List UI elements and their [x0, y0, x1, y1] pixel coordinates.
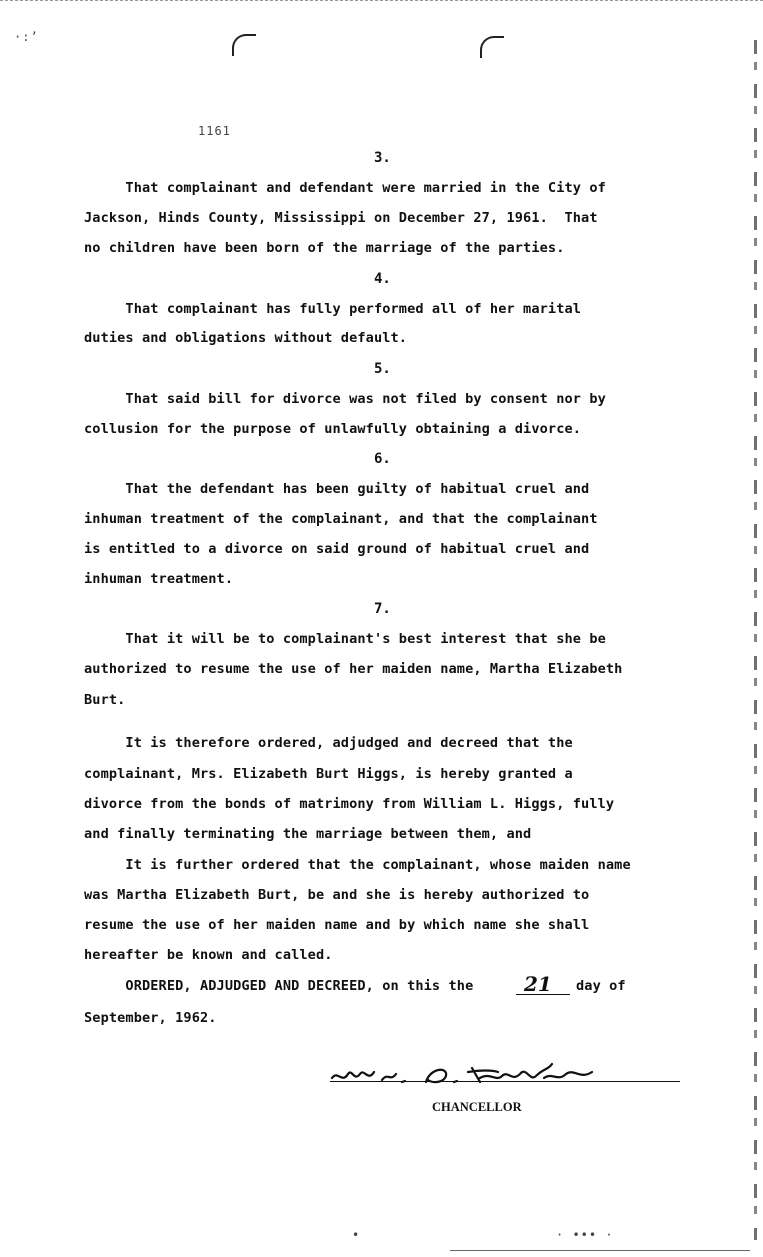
day-blank-line	[516, 994, 570, 995]
punch-hole-mark-left	[232, 34, 256, 56]
body-line: That complainant has fully performed all of her marital	[84, 301, 582, 317]
closing-day-of: day of	[576, 978, 626, 994]
body-line: no children have been born of the marriage of the parties.	[84, 240, 565, 256]
section-number: 5.	[374, 361, 391, 377]
section-number: 4.	[374, 271, 391, 287]
decree-line: and finally terminating the marriage between them, and	[84, 826, 532, 842]
top-perforation	[0, 0, 763, 1]
decree-line: It is therefore ordered, adjudged and decreed that the	[84, 735, 573, 751]
section-number: 3.	[374, 150, 391, 166]
body-line: inhuman treatment of the complainant, and that the complainant	[84, 511, 598, 527]
bottom-edge	[450, 1250, 750, 1251]
body-line: That it will be to complainant's best interest that she be	[84, 631, 606, 647]
body-line: authorized to resume the use of her maiden name, Martha Elizabeth	[84, 661, 623, 677]
closing-date: September, 1962.	[84, 1010, 217, 1026]
handwritten-signature	[330, 1060, 620, 1086]
body-line: is entitled to a divorce on said ground of habitual cruel and	[84, 541, 590, 557]
decree-line: was Martha Elizabeth Burt, be and she is hereby authorized to	[84, 887, 590, 903]
signature-line	[330, 1081, 680, 1082]
body-line: Burt.	[84, 692, 126, 708]
header-mark: 1161	[198, 124, 231, 138]
punch-hole-mark-right	[480, 36, 504, 58]
section-number: 6.	[374, 451, 391, 467]
corner-smudge: ·:ʼ	[14, 30, 39, 44]
body-line: inhuman treatment.	[84, 571, 234, 587]
body-line: That said bill for divorce was not filed by consent nor by	[84, 391, 606, 407]
handwritten-day: 21	[524, 972, 552, 996]
decree-line: resume the use of her maiden name and by which name she shall	[84, 917, 590, 933]
decree-line: divorce from the bonds of matrimony from William L. Higgs, fully	[84, 796, 615, 812]
body-line: That the defendant has been guilty of habitual cruel and	[84, 481, 590, 497]
body-line: That complainant and defendant were married in the City of	[84, 180, 606, 196]
bottom-smudge: •	[352, 1228, 361, 1242]
decree-line: It is further ordered that the complainant, whose maiden name	[84, 857, 631, 873]
body-line: collusion for the purpose of unlawfully obtaining a divorce.	[84, 421, 582, 437]
decree-line: complainant, Mrs. Elizabeth Burt Higgs, is hereby granted a	[84, 766, 573, 782]
scan-edge	[754, 40, 757, 1240]
signer-title: CHANCELLOR	[432, 1100, 522, 1114]
closing-line: ORDERED, ADJUDGED AND DECREED, on this the	[84, 978, 474, 994]
decree-line: hereafter be known and called.	[84, 947, 333, 963]
bottom-smudge: · ••• ·	[556, 1228, 614, 1242]
body-line: Jackson, Hinds County, Mississippi on December 27, 1961. That	[84, 210, 598, 226]
section-number: 7.	[374, 601, 391, 617]
body-line: duties and obligations without default.	[84, 330, 408, 346]
